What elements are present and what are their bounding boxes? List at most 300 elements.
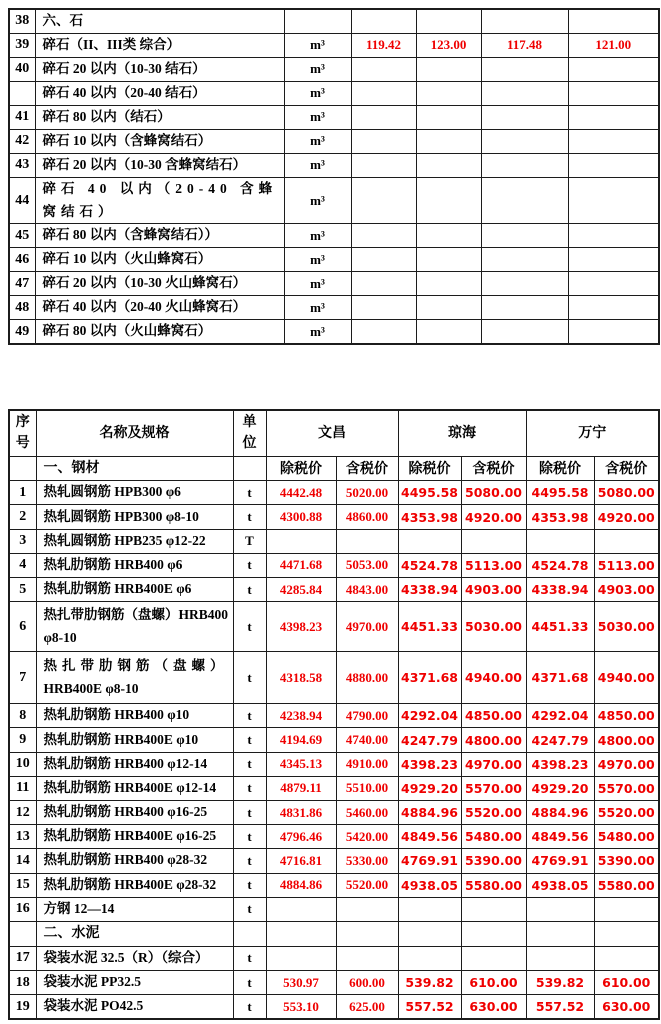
item-name-cell — [36, 970, 233, 994]
price-excl-tax-cell-qionghai: 557.52 — [398, 995, 461, 1019]
price-incl-tax-cell-qionghai: 5390.00 — [461, 849, 526, 873]
item-name: 热轧肋钢筋 HRB400E φ28-32 — [43, 876, 217, 892]
price-incl-tax-cell-wanning: 5390.00 — [594, 849, 659, 873]
price-cell — [416, 105, 481, 129]
item-name-cell — [36, 505, 233, 529]
item-name-cell — [35, 33, 284, 57]
unit-cell — [284, 9, 351, 33]
price-excl-tax-cell-wanning: 4398.23 — [526, 752, 594, 776]
unit-cell: T — [233, 529, 266, 553]
price-cell — [351, 129, 416, 153]
unit-cell: t — [233, 873, 266, 897]
price-excl-tax-cell-wanning: 4451.33 — [526, 602, 594, 652]
price-incl-tax-cell-qionghai: 4850.00 — [461, 704, 526, 728]
price-excl-tax-cell-qionghai: 4247.79 — [398, 728, 461, 752]
price-cell — [568, 153, 659, 177]
item-name-cell — [36, 704, 233, 728]
unit-cell: t — [233, 946, 266, 970]
item-name-cell — [35, 248, 284, 272]
item-name-cell — [36, 553, 233, 577]
price-incl-tax-cell-wenchang: 含税价 — [336, 456, 398, 481]
unit-cell: m³ — [284, 296, 351, 320]
item-name: 碎石 80 以内（结石） — [42, 108, 171, 124]
price-cell — [481, 248, 568, 272]
price-cell — [481, 57, 568, 81]
table-row — [9, 995, 659, 1019]
table-row — [9, 153, 659, 177]
price-cell — [351, 153, 416, 177]
price-excl-tax-cell-wenchang — [266, 897, 336, 921]
item-name: 碎石 20 以内（10-30 结石） — [42, 60, 206, 76]
unit-cell: m³ — [284, 81, 351, 105]
unit-cell: t — [233, 728, 266, 752]
price-excl-tax-cell-qionghai: 4495.58 — [398, 481, 461, 505]
price-cell — [416, 9, 481, 33]
price-excl-tax-cell-wanning — [526, 946, 594, 970]
item-name: 碎石 40 以内（20-40 结石） — [42, 84, 206, 100]
price-incl-tax-cell-qionghai: 630.00 — [461, 995, 526, 1019]
price-excl-tax-cell-qionghai: 539.82 — [398, 970, 461, 994]
price-excl-tax-cell-wanning: 4849.56 — [526, 825, 594, 849]
table-row — [9, 825, 659, 849]
item-name: 热扎带肋钢筋（盘螺）HRB400 — [43, 606, 229, 622]
row-number-cell: 16 — [9, 897, 36, 921]
row-number-cell: 40 — [9, 57, 35, 81]
item-name: 碎石（II、III类 综合） — [42, 36, 181, 52]
price-cell — [568, 272, 659, 296]
price-excl-tax-cell-qionghai: 4398.23 — [398, 752, 461, 776]
item-name: 热轧肋钢筋 HRB400E φ6 — [43, 581, 192, 597]
row-number-cell: 44 — [9, 177, 35, 224]
price-cell — [351, 57, 416, 81]
stone-price-table — [8, 8, 660, 345]
price-excl-tax-cell-wenchang — [266, 921, 336, 946]
price-excl-tax-cell-wenchang: 4879.11 — [266, 776, 336, 800]
price-excl-tax-cell-wanning: 4938.05 — [526, 873, 594, 897]
item-name-cell — [35, 9, 284, 33]
header-city-qionghai: 琼海 — [398, 410, 526, 456]
price-incl-tax-cell-wanning: 5520.00 — [594, 800, 659, 824]
item-name: 碎石 40 以内（20-40 火山蜂窝石） — [42, 299, 247, 315]
price-incl-tax-cell-qionghai — [461, 529, 526, 553]
unit-cell: t — [233, 849, 266, 873]
table-row — [9, 970, 659, 994]
price-incl-tax-cell-wanning — [594, 921, 659, 946]
price-excl-tax-cell-wanning: 4247.79 — [526, 728, 594, 752]
row-number-cell: 41 — [9, 105, 35, 129]
item-name-cell — [35, 272, 284, 296]
price-excl-tax-cell-qionghai: 4938.05 — [398, 873, 461, 897]
unit-cell: m³ — [284, 33, 351, 57]
price-cell — [481, 320, 568, 344]
unit-cell: m³ — [284, 57, 351, 81]
row-number-cell: 4 — [9, 553, 36, 577]
unit-cell: t — [233, 776, 266, 800]
table-row — [9, 652, 659, 704]
unit-cell: m³ — [284, 129, 351, 153]
item-name: 袋装水泥 32.5（R）（综合） — [43, 949, 209, 965]
unit-cell: t — [233, 602, 266, 652]
header-city-wenchang: 文昌 — [266, 410, 398, 456]
price-incl-tax-cell-wanning: 4940.00 — [594, 652, 659, 704]
item-name: 热轧圆钢筋 HPB300 φ8-10 — [43, 508, 199, 524]
price-excl-tax-cell-wanning — [526, 529, 594, 553]
unit-cell: t — [233, 897, 266, 921]
price-excl-tax-cell-wanning: 4353.98 — [526, 505, 594, 529]
price-cell — [481, 177, 568, 224]
material-price-table — [8, 409, 660, 1020]
price-cell — [416, 296, 481, 320]
item-name: 热轧肋钢筋 HRB400 φ10 — [43, 707, 190, 723]
price-incl-tax-cell-wanning: 4970.00 — [594, 752, 659, 776]
unit-cell: t — [233, 995, 266, 1019]
price-incl-tax-cell-wanning: 610.00 — [594, 970, 659, 994]
item-name-cell — [36, 776, 233, 800]
table-row — [9, 33, 659, 57]
table-row — [9, 728, 659, 752]
item-name-cell — [35, 129, 284, 153]
price-excl-tax-cell-qionghai — [398, 921, 461, 946]
item-name-cell — [35, 57, 284, 81]
price-excl-tax-cell-qionghai: 4769.91 — [398, 849, 461, 873]
price-incl-tax-cell-wanning: 4850.00 — [594, 704, 659, 728]
price-cell — [481, 272, 568, 296]
unit-cell — [233, 921, 266, 946]
row-number-cell: 12 — [9, 800, 36, 824]
unit-cell: t — [233, 505, 266, 529]
item-name: 碎石 20 以内（10-30 火山蜂窝石） — [42, 275, 247, 291]
price-incl-tax-cell-qionghai: 4800.00 — [461, 728, 526, 752]
price-incl-tax-cell-qionghai: 4903.00 — [461, 578, 526, 602]
price-incl-tax-cell-wenchang: 5420.00 — [336, 825, 398, 849]
table-row — [9, 529, 659, 553]
price-incl-tax-cell-wenchang: 4880.00 — [336, 652, 398, 704]
price-excl-tax-cell-wanning: 4495.58 — [526, 481, 594, 505]
table-row — [9, 177, 659, 224]
row-number-cell: 15 — [9, 873, 36, 897]
row-number-cell: 6 — [9, 602, 36, 652]
item-name: 热轧肋钢筋 HRB400E φ16-25 — [43, 828, 217, 844]
price-incl-tax-cell-wenchang: 4910.00 — [336, 752, 398, 776]
price-excl-tax-cell-wanning — [526, 921, 594, 946]
price-excl-tax-cell-wanning — [526, 897, 594, 921]
header-unit: 单位 — [233, 410, 266, 456]
table-row — [9, 505, 659, 529]
row-number-cell: 14 — [9, 849, 36, 873]
item-name-cell — [35, 320, 284, 344]
unit-cell: t — [233, 800, 266, 824]
item-name-cell — [36, 825, 233, 849]
row-number-cell: 8 — [9, 704, 36, 728]
price-excl-tax-cell-wenchang: 4285.84 — [266, 578, 336, 602]
price-incl-tax-cell-wenchang: 4790.00 — [336, 704, 398, 728]
table-row — [9, 897, 659, 921]
price-cell — [416, 320, 481, 344]
item-name: 热轧肋钢筋 HRB400E φ12-14 — [43, 779, 217, 795]
row-number-cell: 42 — [9, 129, 35, 153]
price-excl-tax-cell-wanning: 4371.68 — [526, 652, 594, 704]
item-name-line2: HRB400E φ8-10 — [43, 680, 139, 696]
price-cell — [351, 248, 416, 272]
item-name: 热轧肋钢筋 HRB400 φ12-14 — [43, 755, 208, 771]
price-cell — [416, 129, 481, 153]
price-incl-tax-cell-qionghai: 610.00 — [461, 970, 526, 994]
price-incl-tax-cell-wenchang: 4860.00 — [336, 505, 398, 529]
price-excl-tax-cell-qionghai: 4451.33 — [398, 602, 461, 652]
price-cell — [351, 9, 416, 33]
price-cell — [481, 153, 568, 177]
unit-cell: t — [233, 825, 266, 849]
price-excl-tax-cell-wenchang: 4345.13 — [266, 752, 336, 776]
table-row — [9, 849, 659, 873]
unit-cell: m³ — [284, 320, 351, 344]
price-cell — [416, 272, 481, 296]
unit-cell: m³ — [284, 177, 351, 224]
item-name-cell — [36, 995, 233, 1019]
price-excl-tax-cell-wanning: 除税价 — [526, 456, 594, 481]
price-incl-tax-cell-wenchang — [336, 921, 398, 946]
price-excl-tax-cell-qionghai: 4371.68 — [398, 652, 461, 704]
price-incl-tax-cell-qionghai: 5030.00 — [461, 602, 526, 652]
row-number-cell: 1 — [9, 481, 36, 505]
price-incl-tax-cell-wenchang: 5520.00 — [336, 873, 398, 897]
price-excl-tax-cell-wanning: 4884.96 — [526, 800, 594, 824]
price-cell — [568, 105, 659, 129]
table-header-row — [9, 410, 659, 456]
price-incl-tax-cell-wenchang: 600.00 — [336, 970, 398, 994]
table-row — [9, 57, 659, 81]
item-name-cell — [35, 224, 284, 248]
price-excl-tax-cell-qionghai — [398, 529, 461, 553]
price-cell: 119.42 — [351, 33, 416, 57]
unit-cell: m³ — [284, 248, 351, 272]
row-number-cell: 49 — [9, 320, 35, 344]
table-row — [9, 704, 659, 728]
price-incl-tax-cell-wenchang: 5510.00 — [336, 776, 398, 800]
unit-cell: t — [233, 481, 266, 505]
price-excl-tax-cell-qionghai: 4292.04 — [398, 704, 461, 728]
item-name: 热轧圆钢筋 HPB235 φ12-22 — [43, 532, 206, 548]
price-excl-tax-cell-qionghai: 4524.78 — [398, 553, 461, 577]
unit-cell: m³ — [284, 153, 351, 177]
unit-cell: t — [233, 704, 266, 728]
price-cell — [481, 296, 568, 320]
price-incl-tax-cell-wanning: 5580.00 — [594, 873, 659, 897]
item-name-cell — [36, 456, 233, 481]
price-incl-tax-cell-wenchang: 5460.00 — [336, 800, 398, 824]
price-cell — [481, 105, 568, 129]
price-excl-tax-cell-wanning: 4292.04 — [526, 704, 594, 728]
table-row — [9, 81, 659, 105]
table-row — [9, 272, 659, 296]
item-name-cell — [35, 296, 284, 320]
unit-cell: t — [233, 652, 266, 704]
price-incl-tax-cell-qionghai: 4970.00 — [461, 752, 526, 776]
table-row — [9, 776, 659, 800]
item-name: 袋装水泥 PP32.5 — [43, 974, 141, 990]
unit-cell — [233, 456, 266, 481]
price-cell — [351, 272, 416, 296]
price-cell — [351, 296, 416, 320]
price-cell — [568, 224, 659, 248]
price-incl-tax-cell-wenchang: 5330.00 — [336, 849, 398, 873]
price-incl-tax-cell-wanning: 4903.00 — [594, 578, 659, 602]
price-cell — [416, 248, 481, 272]
item-name-cell — [36, 849, 233, 873]
price-incl-tax-cell-qionghai — [461, 897, 526, 921]
price-excl-tax-cell-qionghai: 4338.94 — [398, 578, 461, 602]
price-cell — [568, 296, 659, 320]
row-number-cell: 13 — [9, 825, 36, 849]
item-name-cell — [35, 81, 284, 105]
table-row — [9, 296, 659, 320]
price-incl-tax-cell-qionghai: 5580.00 — [461, 873, 526, 897]
table-row — [9, 553, 659, 577]
row-number-cell: 45 — [9, 224, 35, 248]
price-excl-tax-cell-wanning: 4929.20 — [526, 776, 594, 800]
item-name: 碎石 80 以内（含蜂窝结石）） — [42, 227, 218, 243]
price-incl-tax-cell-wanning: 4920.00 — [594, 505, 659, 529]
price-cell: 117.48 — [481, 33, 568, 57]
item-name-cell — [36, 529, 233, 553]
table-row — [9, 946, 659, 970]
table-row — [9, 9, 659, 33]
price-excl-tax-cell-wenchang: 553.10 — [266, 995, 336, 1019]
table-row — [9, 602, 659, 652]
table-row — [9, 105, 659, 129]
price-cell — [416, 153, 481, 177]
price-incl-tax-cell-wanning: 5480.00 — [594, 825, 659, 849]
price-excl-tax-cell-wanning: 4338.94 — [526, 578, 594, 602]
item-name: 碎石 20 以内（10-30 含蜂窝结石） — [42, 156, 247, 172]
item-name-cell — [36, 946, 233, 970]
price-excl-tax-cell-wenchang: 除税价 — [266, 456, 336, 481]
item-name-cell — [35, 105, 284, 129]
row-number-cell: 48 — [9, 296, 35, 320]
price-cell — [568, 81, 659, 105]
price-excl-tax-cell-wenchang — [266, 529, 336, 553]
price-incl-tax-cell-qionghai — [461, 946, 526, 970]
price-incl-tax-cell-qionghai: 5520.00 — [461, 800, 526, 824]
price-incl-tax-cell-qionghai — [461, 921, 526, 946]
price-cell — [568, 129, 659, 153]
item-name: 热轧肋钢筋 HRB400 φ6 — [43, 556, 183, 572]
price-cell — [568, 320, 659, 344]
row-number-cell: 7 — [9, 652, 36, 704]
price-cell — [416, 224, 481, 248]
price-excl-tax-cell-qionghai: 4849.56 — [398, 825, 461, 849]
price-incl-tax-cell-wanning: 含税价 — [594, 456, 659, 481]
price-incl-tax-cell-wanning: 630.00 — [594, 995, 659, 1019]
price-incl-tax-cell-wenchang: 5020.00 — [336, 481, 398, 505]
price-cell — [351, 81, 416, 105]
unit-cell: m³ — [284, 272, 351, 296]
table-row — [9, 320, 659, 344]
row-number-cell: 43 — [9, 153, 35, 177]
table-row — [9, 873, 659, 897]
item-name: 热轧肋钢筋 HRB400 φ28-32 — [43, 852, 208, 868]
item-name: 六、石 — [42, 13, 83, 28]
item-name-cell — [36, 800, 233, 824]
price-incl-tax-cell-wanning: 5570.00 — [594, 776, 659, 800]
item-name-cell — [36, 652, 233, 704]
item-name-cell — [35, 153, 284, 177]
item-name-cell — [36, 873, 233, 897]
price-incl-tax-cell-wenchang — [336, 897, 398, 921]
table-row — [9, 800, 659, 824]
price-excl-tax-cell-wanning: 539.82 — [526, 970, 594, 994]
price-excl-tax-cell-wenchang — [266, 946, 336, 970]
item-name: 方钢 12—14 — [43, 900, 115, 916]
item-name: 热轧圆钢筋 HPB300 φ6 — [43, 484, 181, 500]
price-cell — [568, 9, 659, 33]
price-incl-tax-cell-qionghai: 5480.00 — [461, 825, 526, 849]
price-incl-tax-cell-qionghai: 含税价 — [461, 456, 526, 481]
price-excl-tax-cell-wenchang: 4398.23 — [266, 602, 336, 652]
unit-cell: t — [233, 752, 266, 776]
unit-cell: t — [233, 553, 266, 577]
price-excl-tax-cell-wenchang: 4238.94 — [266, 704, 336, 728]
item-name: 热轧肋钢筋 HRB400 φ16-25 — [43, 804, 208, 820]
table-row — [9, 481, 659, 505]
row-number-cell — [9, 921, 36, 946]
price-excl-tax-cell-qionghai: 4353.98 — [398, 505, 461, 529]
item-name: 二、水泥 — [43, 925, 100, 941]
price-incl-tax-cell-wanning — [594, 897, 659, 921]
price-cell — [351, 320, 416, 344]
item-name-cell — [36, 728, 233, 752]
row-number-cell: 3 — [9, 529, 36, 553]
price-incl-tax-cell-wanning — [594, 946, 659, 970]
item-name-cell — [36, 897, 233, 921]
price-incl-tax-cell-qionghai: 4920.00 — [461, 505, 526, 529]
price-excl-tax-cell-wenchang: 4300.88 — [266, 505, 336, 529]
price-cell — [481, 81, 568, 105]
price-excl-tax-cell-qionghai: 4884.96 — [398, 800, 461, 824]
row-number-cell: 9 — [9, 728, 36, 752]
price-incl-tax-cell-wenchang — [336, 529, 398, 553]
price-excl-tax-cell-wanning: 557.52 — [526, 995, 594, 1019]
header-name-spec: 名称及规格 — [36, 410, 233, 456]
item-name-cell — [36, 602, 233, 652]
price-cell: 123.00 — [416, 33, 481, 57]
price-cell — [416, 81, 481, 105]
table-row — [9, 456, 659, 481]
price-incl-tax-cell-wanning: 4800.00 — [594, 728, 659, 752]
header-serial: 序号 — [9, 410, 36, 456]
item-name: 热扎带肋钢筋（盘螺） — [43, 657, 229, 673]
price-excl-tax-cell-qionghai — [398, 946, 461, 970]
price-excl-tax-cell-wenchang: 4831.86 — [266, 800, 336, 824]
price-incl-tax-cell-qionghai: 5080.00 — [461, 481, 526, 505]
price-excl-tax-cell-qionghai: 4929.20 — [398, 776, 461, 800]
item-name-cell — [36, 578, 233, 602]
price-incl-tax-cell-wenchang: 4740.00 — [336, 728, 398, 752]
price-cell — [351, 177, 416, 224]
price-cell — [351, 224, 416, 248]
item-name: 碎石 80 以内（火山蜂窝石） — [42, 323, 212, 339]
price-excl-tax-cell-wenchang: 4716.81 — [266, 849, 336, 873]
item-name-cell — [36, 752, 233, 776]
row-number-cell: 10 — [9, 752, 36, 776]
table-row — [9, 578, 659, 602]
item-name: 袋装水泥 PO42.5 — [43, 998, 144, 1014]
row-number-cell: 5 — [9, 578, 36, 602]
table-row — [9, 921, 659, 946]
unit-cell: m³ — [284, 224, 351, 248]
row-number-cell — [9, 81, 35, 105]
price-cell — [416, 57, 481, 81]
